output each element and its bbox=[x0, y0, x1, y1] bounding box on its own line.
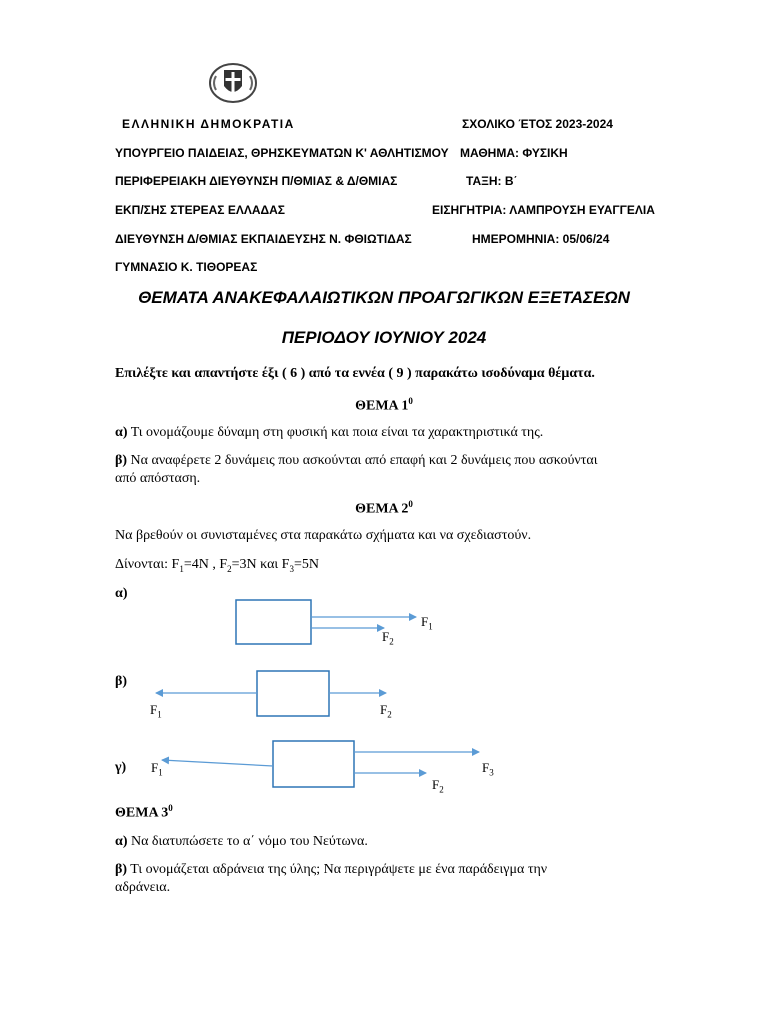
fig-b-label-f1: $F_1$ bbox=[150, 702, 162, 720]
fig-b-label-f2: $F_2$ bbox=[380, 702, 392, 720]
header-country: ΕΛΛΗΝΙΚΗ ΔΗΜΟΚΡΑΤΙΑ bbox=[122, 117, 295, 131]
fig-c-label-f2: $F_2$ bbox=[432, 777, 444, 795]
theme1-question-b: β) Να αναφέρετε 2 δυνάμεις που ασκούνται από επαφή και 2 δυνάμεις που ασκούνται bbox=[115, 453, 598, 468]
theme2-given: Δίνονται: $F_1=4N$ , $F_2=3N$ και $F_3=5N$ bbox=[115, 557, 319, 574]
header-date: ΗΜΕΡΟΜΗΝΙΑ: 05/06/24 bbox=[472, 232, 610, 246]
theme3-question-b-cont: αδράνεια. bbox=[115, 880, 171, 895]
header-ministry: ΥΠΟΥΡΓΕΙΟ ΠΑΙΔΕΙΑΣ, ΘΡΗΣΚΕΥΜΑΤΩΝ Κ' ΑΘΛΗΤΙΣΜΟΥ bbox=[115, 146, 449, 160]
fig-c-label: γ) bbox=[115, 760, 127, 775]
fig-c-body bbox=[273, 741, 354, 787]
header-class: ΤΑΞΗ: Β΄ bbox=[466, 174, 518, 188]
fig-a-label-f1: $F_1$ bbox=[421, 614, 433, 632]
fig-c-label-f1: $F_1$ bbox=[151, 760, 163, 778]
header-school-year: ΣΧΟΛΙΚΟ ΈΤΟΣ 2023-2024 bbox=[462, 117, 613, 131]
fig-b-label: β) bbox=[115, 674, 128, 689]
fig-a-label-f2: $F_2$ bbox=[382, 629, 394, 647]
header-directorate: ΔΙΕΥΘΥΝΣΗ Δ/ΘΜΙΑΣ ΕΚΠΑΙΔΕΥΣΗΣ Ν. ΦΘΙΩΤΙΔΑΣ bbox=[115, 232, 412, 246]
theme3-heading: ΘΕΜΑ $3^0$ bbox=[115, 803, 173, 821]
theme3-question-b: β) Τι ονομάζεται αδράνεια της ύλης; Να περιγράψετε με ένα παράδειγμα την bbox=[115, 862, 548, 877]
fig-c-label-f3: $F_3$ bbox=[482, 760, 494, 778]
fig-a-label: α) bbox=[115, 586, 128, 601]
theme2-heading: ΘΕΜΑ $2^0$ bbox=[355, 499, 413, 517]
header-regional-directorate: ΠΕΡΙΦΕΡΕΙΑΚΗ ΔΙΕΥΘΥΝΣΗ Π/ΘΜΙΑΣ & Δ/ΘΜΙΑΣ bbox=[115, 174, 398, 188]
theme1-heading: ΘΕΜΑ $1^0$ bbox=[355, 396, 413, 414]
header-subject: ΜΑΘΗΜΑ: ΦΥΣΙΚΗ bbox=[460, 146, 568, 160]
theme2-intro: Να βρεθούν οι συνισταμένες στα παρακάτω σχήματα και να σχεδιαστούν. bbox=[115, 528, 532, 543]
header-education-region: ΕΚΠ/ΣΗΣ ΣΤΕΡΕΑΣ ΕΛΛΑΔΑΣ bbox=[115, 203, 285, 217]
theme1-question-a: α) Τι ονομάζουμε δύναμη στη φυσική και ποια είναι τα χαρακτηριστικά της. bbox=[115, 425, 544, 440]
fig-a-body bbox=[236, 600, 311, 644]
instructions: Επιλέξτε και απαντήστε έξι ( 6 ) από τα εννέα ( 9 ) παρακάτω ισοδύναμα θέματα. bbox=[115, 366, 595, 381]
header-teacher: ΕΙΣΗΓΗΤΡΙΑ: ΛΑΜΠΡΟΥΣΗ ΕΥΑΓΓΕΛΙΑ bbox=[432, 203, 655, 217]
fig-c-arrow-f1 bbox=[162, 760, 273, 766]
theme3-question-a: α) Να διατυπώσετε το α΄ νόμο του Νεύτωνα. bbox=[115, 834, 368, 849]
exam-title-line2: ΠΕΡΙΟΔΟΥ ΙΟΥΝΙΟΥ 2024 bbox=[281, 328, 487, 347]
theme1-question-b-cont: από απόσταση. bbox=[115, 471, 201, 486]
exam-title-line1: ΘΕΜΑΤΑ ΑΝΑΚΕΦΑΛΑΙΩΤΙΚΩΝ ΠΡΟΑΓΩΓΙΚΩΝ ΕΞΕΤΑΣΕΩΝ bbox=[138, 288, 630, 307]
fig-b-body bbox=[257, 671, 329, 716]
header-school: ΓΥΜΝΑΣΙΟ Κ. ΤΙΘΟΡΕΑΣ bbox=[115, 260, 258, 274]
